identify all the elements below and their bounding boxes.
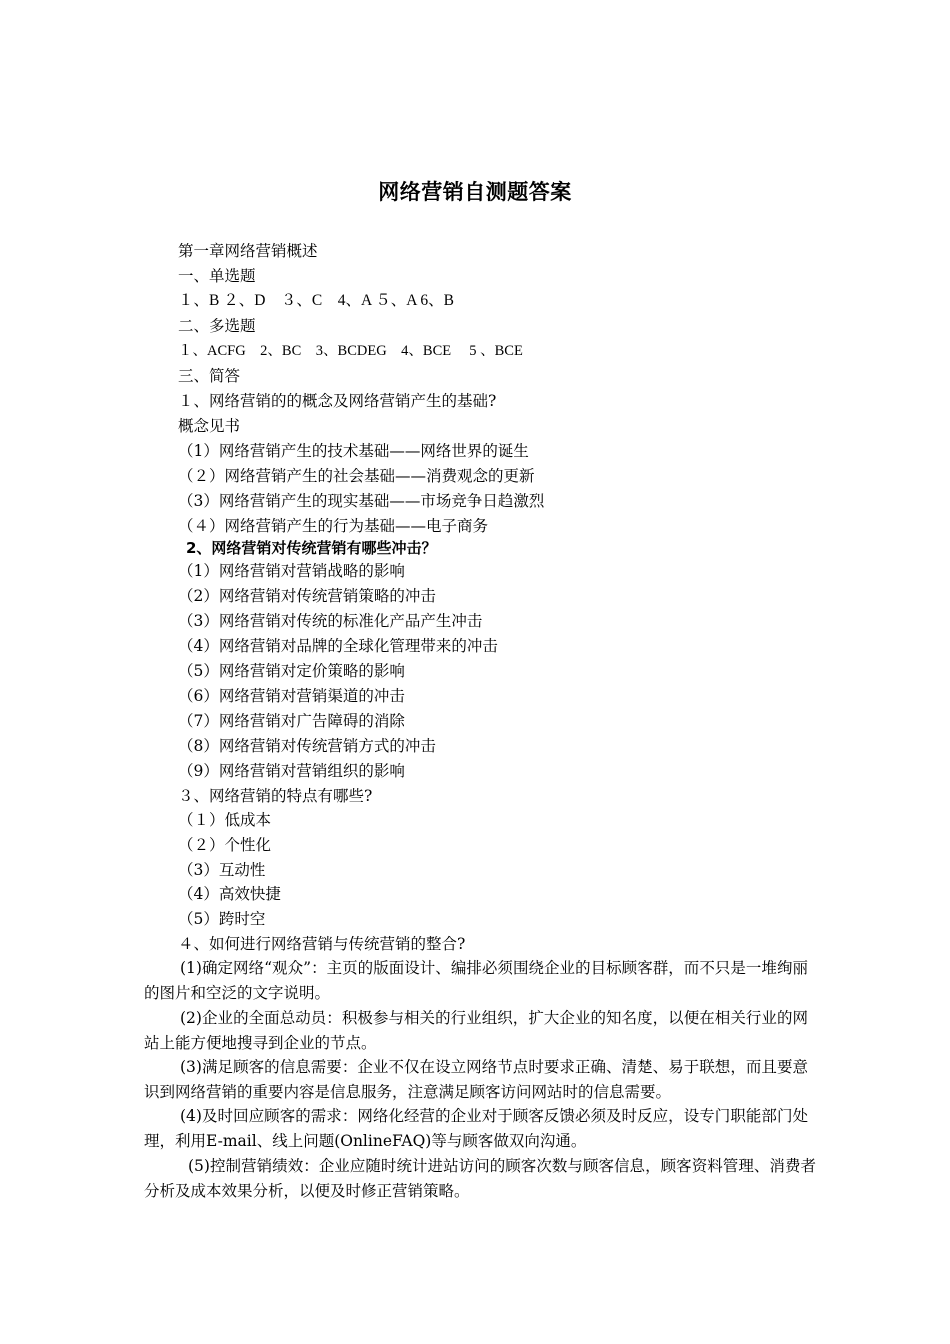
list-item: （3）网络营销对传统的标准化产品产生冲击: [178, 612, 483, 630]
answer-paragraph: (3)满足顾客的信息需要：企业不仅在设立网络节点时要求正确、清楚、易于联想，而且要意识到网络营销的重要内容是信息服务，注意满足顾客访问网站时的信息需要。: [144, 1058, 808, 1101]
list-item: （5）跨时空: [178, 910, 266, 928]
answer-paragraph: (1)确定网络“观众”：主页的版面设计、编排必须围绕企业的目标顾客群，而不只是一堆绚丽的图片和空泛的文字说明。: [144, 959, 808, 1002]
list-item: （１）低成本: [178, 811, 272, 829]
multi-choice-answers: １、ACFG 2、BC 3、BCDEG 4、BCE 5 、BCE: [178, 343, 523, 359]
page-title: 网络营销自测题答案: [378, 180, 572, 204]
list-item: （3）网络营销产生的现实基础——市场竞争日趋激烈: [178, 492, 545, 510]
answer-paragraph: (5)控制营销绩效：企业应随时统计进站访问的顾客次数与顾客信息，顾客资料管理、消费者分析及成本效果分析，以便及时修正营销策略。: [144, 1157, 816, 1200]
single-choice-answers: １、B ２、D ３、C 4、A ５、A 6、B: [178, 292, 455, 309]
question-4: ４、如何进行网络营销与传统营销的整合?: [178, 935, 466, 953]
list-item: （3）互动性: [178, 861, 266, 879]
list-item: （4）高效快捷: [178, 885, 281, 903]
answer-paragraph: (2)企业的全面总动员：积极参与相关的行业组织，扩大企业的知名度，以便在相关行业的网站上能方便地搜寻到企业的节点。: [144, 1009, 808, 1052]
list-item: （4）网络营销对品牌的全球化管理带来的冲击: [178, 637, 498, 655]
section-single-choice: 一、单选题: [178, 267, 256, 285]
list-item: （8）网络营销对传统营销方式的冲击: [178, 737, 436, 755]
section-short-answer: 三、简答: [178, 367, 241, 385]
list-item: （２）网络营销产生的社会基础——消费观念的更新: [178, 467, 535, 485]
list-item: （9）网络营销对营销组织的影响: [178, 762, 405, 780]
list-item: （４）网络营销产生的行为基础——电子商务: [178, 517, 489, 535]
question-2: 2、网络营销对传统营销有哪些冲击？: [186, 539, 437, 557]
question-1-note: 概念见书: [178, 417, 241, 435]
list-item: （２）个性化: [178, 836, 272, 854]
question-1: １、网络营销的的概念及网络营销产生的基础?: [178, 392, 497, 410]
list-item: （2）网络营销对传统营销策略的冲击: [178, 587, 436, 605]
list-item: （1）网络营销对营销战略的影响: [178, 562, 405, 580]
answer-paragraph: (4)及时回应顾客的需求：网络化经营的企业对于顾客反馈必须及时反应，设专门职能部门处理，利用E-mail、线上问题(OnlineFAQ)等与顾客做双向沟通。: [144, 1107, 808, 1150]
list-item: （1）网络营销产生的技术基础——网络世界的诞生: [178, 442, 529, 460]
list-item: （7）网络营销对广告障碍的消除: [178, 712, 405, 730]
list-item: （5）网络营销对定价策略的影响: [178, 662, 405, 680]
list-item: （6）网络营销对营销渠道的冲击: [178, 687, 405, 705]
question-3: ３、网络营销的特点有哪些?: [178, 787, 373, 805]
section-multi-choice: 二、多选题: [178, 317, 256, 335]
chapter-heading: 第一章网络营销概述: [178, 242, 318, 260]
